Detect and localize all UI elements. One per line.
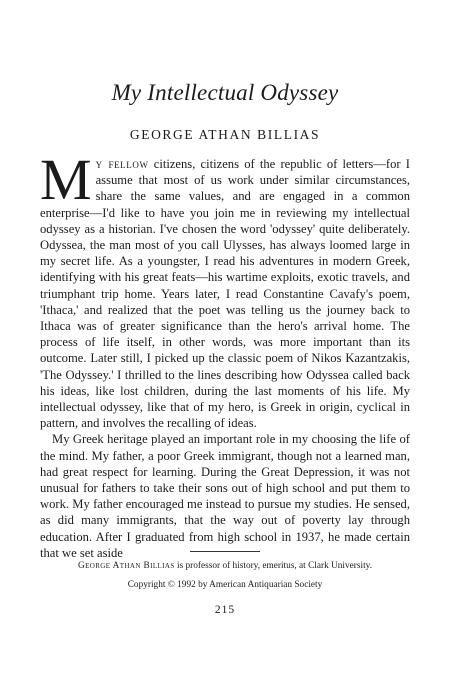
footnote-author-name: George Athan Billias — [77, 561, 175, 571]
article-title: My Intellectual Odyssey — [111, 80, 339, 105]
drop-cap: M — [40, 147, 92, 212]
footnote-rule — [190, 551, 260, 552]
author-footnote — [0, 560, 450, 573]
footnote-author-desc: is professor of history, emeritus, at Clark University. — [174, 561, 373, 571]
page-number: 215 — [214, 604, 236, 616]
article-author: GEORGE ATHAN BILLIAS — [129, 127, 321, 142]
paragraph-1 — [40, 147, 410, 431]
paragraph-1-text: citizens, citizens of the republic of letters—for I assume that most of us work under similar circumstances, share the same values, and are engaged in a common enterprise—I'd like to have you join me in reviewing my intellectual odyssey as a historian. I've chosen the word 'odyssey' quite deliberately. Odyssea, the man most of you call Ulysses, has always loomed large in my secret life. As a youngster, I read his adventures in modern Greek, identifying with his great feats—his wartime exploits, exotic travels, and triumphant trip home. Years later, I read Constantine Cavafy's poem, 'Ithaca,' and realized that the poet was telling us the journey back to Ithaca was of greater significance than the hero's arrival home. The process of life itself, in other words, was more important than its outcome. Later still, I picked up the classic poem of Nikos Kazantzakis, 'The Odyssey.' I thrilled to the lines describing how Odyssea called back his ideas, like lost children, during the last moments of his life. My intellectual odyssey, like that of my hero, is Greek in origin, cyclical in pattern, and involves the recalling of ideas. — [40, 157, 410, 431]
copyright-notice: Copyright © 1992 by American Antiquarian Society — [127, 580, 323, 590]
opening-smallcaps: y fellow — [95, 157, 149, 171]
article-body — [40, 147, 410, 561]
paragraph-2: My Greek heritage played an important role in my choosing the life of the mind. My father, a poor Greek immigrant, though not a learned man, had great respect for learning. During the Great Depression, it was not unusual for fathers to take their sons out of high school and put them to work. My father encouraged me instead to pursue my studies. He sensed, as did many immigrants, that the way out of poverty lay through education. After I graduated from high school in 1937, he made certain that we set aside — [40, 432, 410, 560]
